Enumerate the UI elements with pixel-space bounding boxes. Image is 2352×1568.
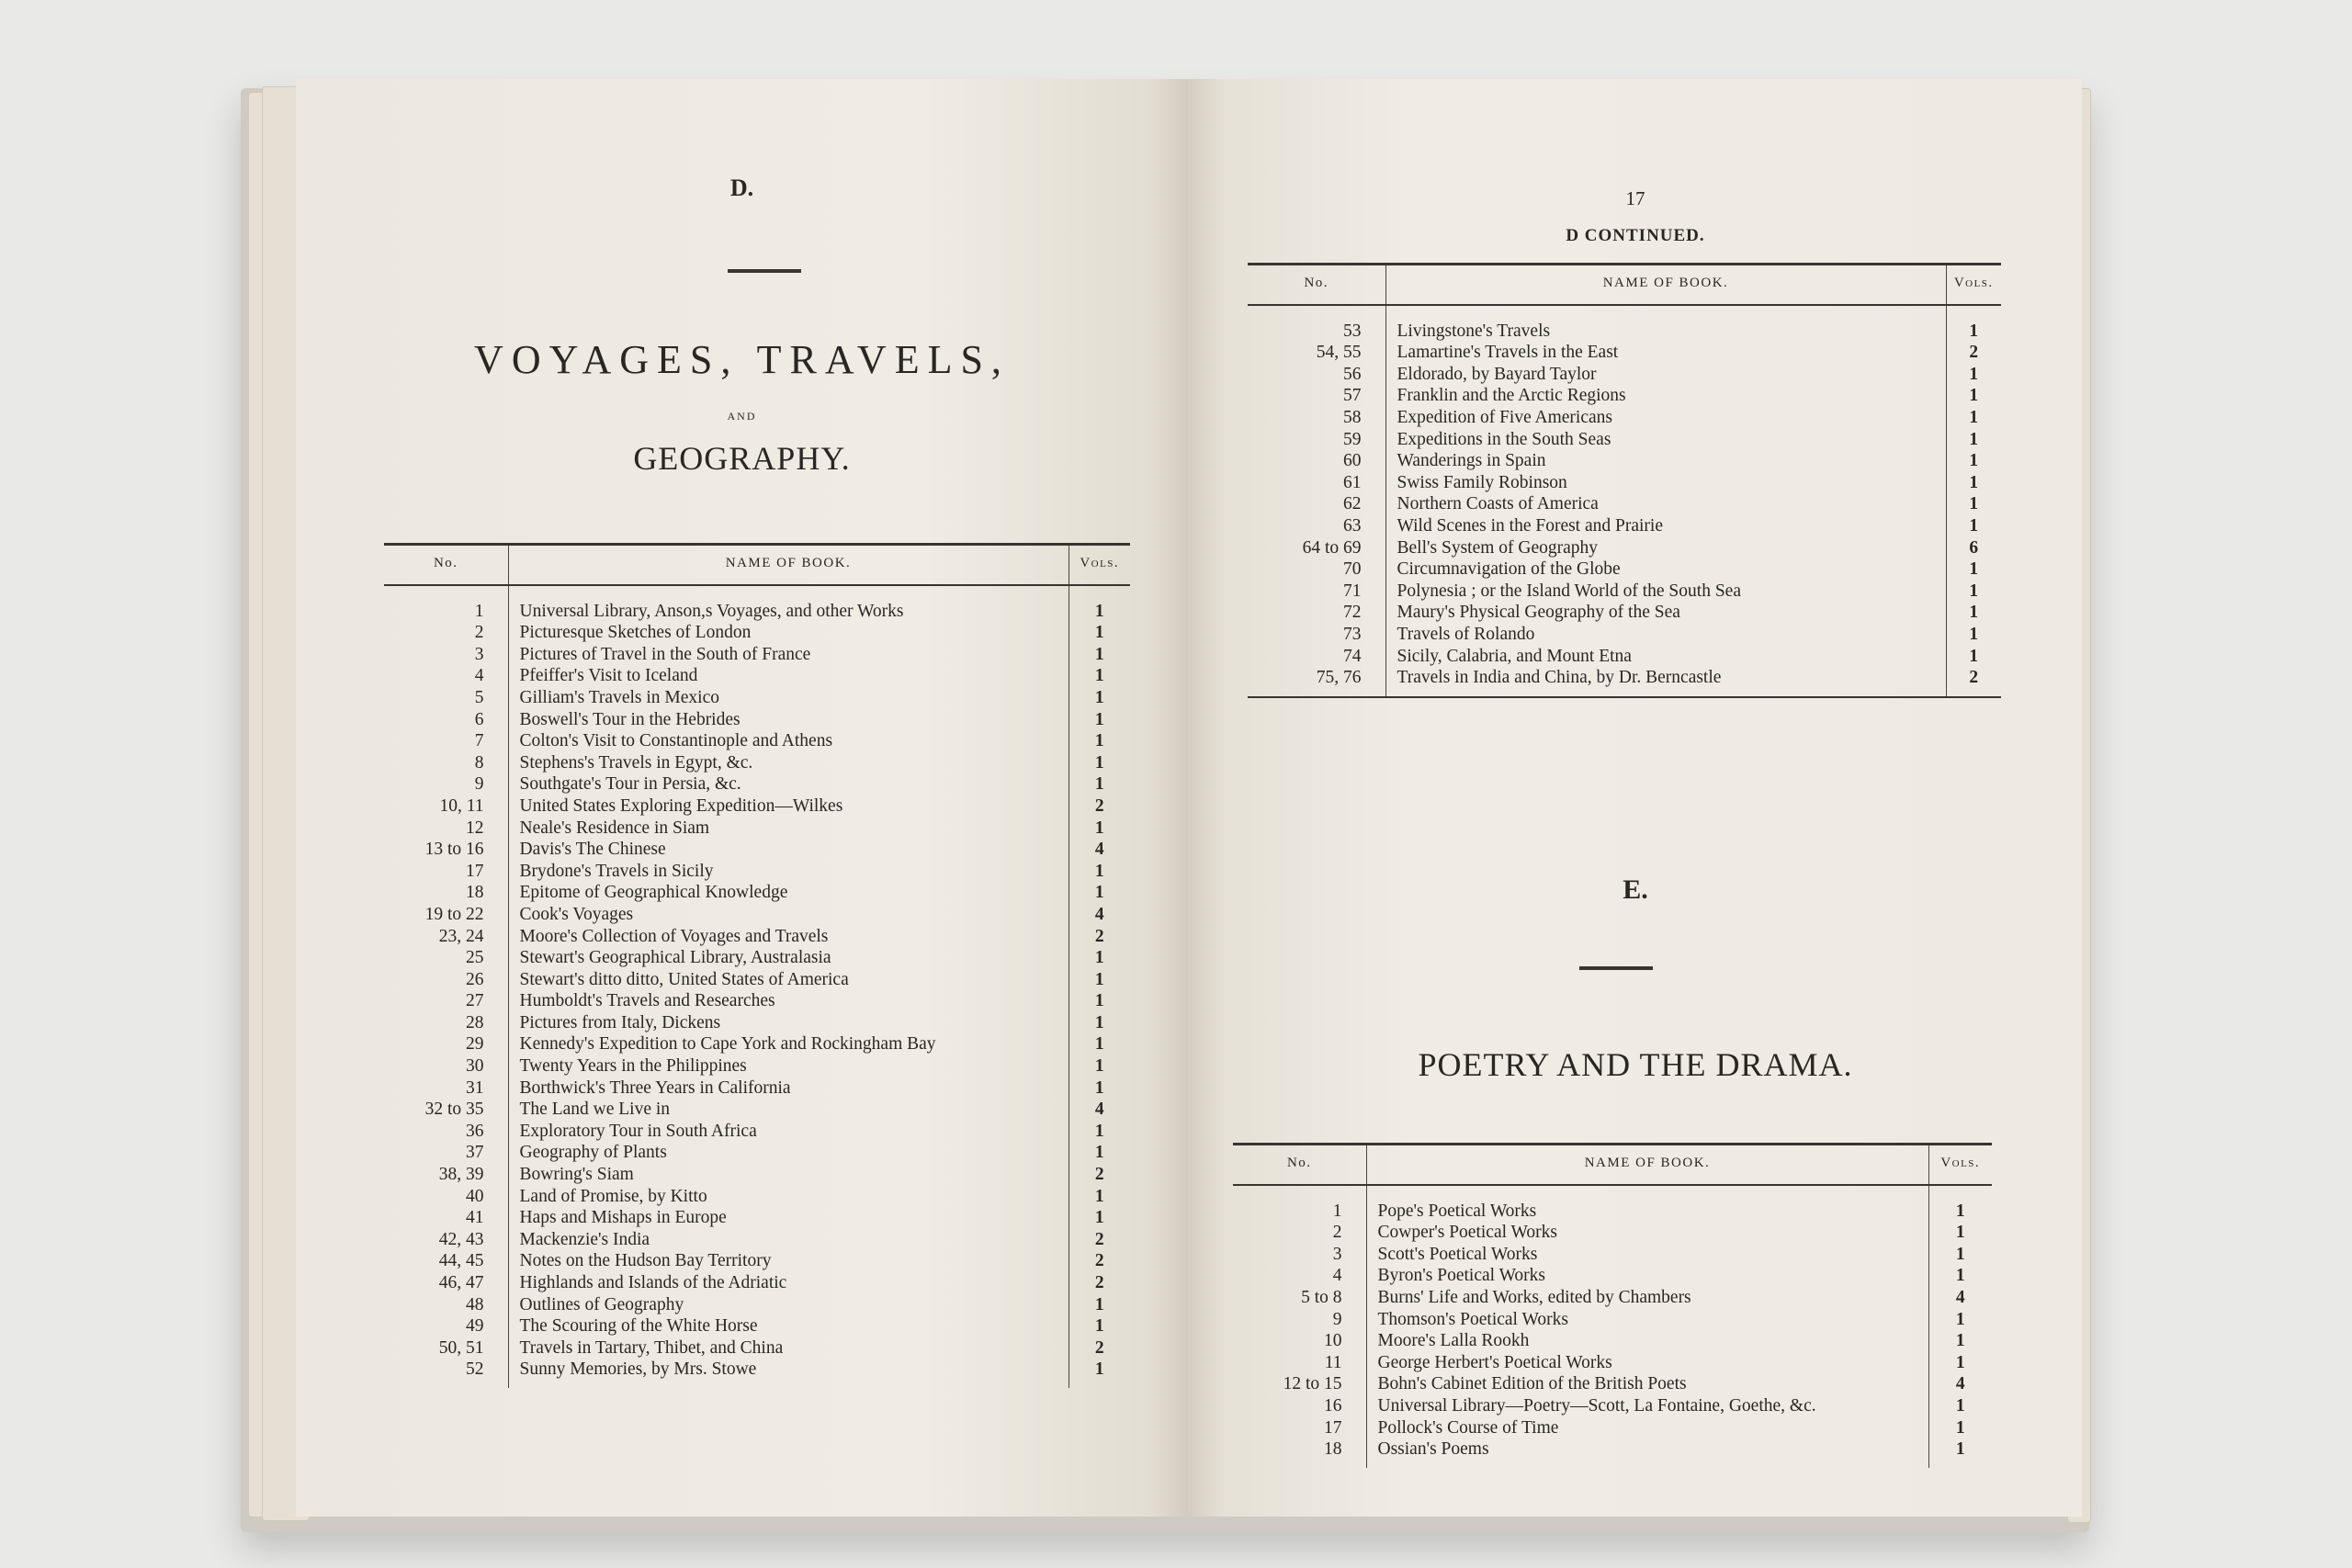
entry-number: 46, 47 bbox=[438, 1273, 484, 1292]
table-row bbox=[384, 1099, 1130, 1121]
volume-count: 4 bbox=[1955, 1374, 1965, 1394]
catalog-table-d bbox=[384, 543, 1130, 1388]
book-name: Kennedy's Expedition to Cape York and Rockingham Bay bbox=[508, 1033, 1069, 1055]
volume-count: 1 bbox=[1955, 1201, 1965, 1221]
entry-number: 38, 39 bbox=[438, 1165, 484, 1185]
table-row bbox=[384, 861, 1130, 883]
book-name: Travels of Rolando bbox=[1385, 624, 1946, 646]
divider bbox=[1579, 966, 1653, 970]
volume-count: 1 bbox=[1094, 752, 1104, 773]
entry-number: 10 bbox=[1324, 1331, 1342, 1351]
book-name: Sicily, Calabria, and Mount Etna bbox=[1385, 646, 1946, 668]
entry-number: 48 bbox=[466, 1294, 484, 1314]
table-row bbox=[1233, 1417, 1992, 1439]
section-title-and: AND bbox=[727, 410, 757, 423]
volume-count: 1 bbox=[1094, 1056, 1104, 1077]
entry-number: 60 bbox=[1343, 451, 1362, 471]
table-row bbox=[1248, 537, 2001, 559]
book-name: Mackenzie's India bbox=[508, 1229, 1069, 1251]
entry-number: 56 bbox=[1343, 364, 1362, 384]
volume-count: 1 bbox=[1955, 1331, 1965, 1351]
entry-number: 5 to 8 bbox=[1301, 1287, 1342, 1307]
entry-number: 63 bbox=[1343, 515, 1362, 536]
volume-count: 1 bbox=[1094, 818, 1104, 838]
col-header-no: No. bbox=[1248, 265, 1385, 305]
book-name: Pictures of Travel in the South of France bbox=[508, 644, 1069, 666]
table-row bbox=[384, 1229, 1130, 1251]
entry-number: 74 bbox=[1343, 646, 1362, 666]
volume-count: 1 bbox=[1955, 1309, 1965, 1329]
book-name: Twenty Years in the Philippines bbox=[508, 1055, 1069, 1077]
volume-count: 1 bbox=[1094, 601, 1104, 621]
volume-count: 2 bbox=[1094, 1273, 1104, 1292]
book-name: Gilliam's Travels in Mexico bbox=[508, 687, 1069, 709]
table-row bbox=[1248, 646, 2001, 668]
book-name: Pfeiffer's Visit to Iceland bbox=[508, 665, 1069, 687]
volume-count: 2 bbox=[1094, 1251, 1104, 1271]
book-name: Swiss Family Robinson bbox=[1385, 472, 1946, 494]
table-row bbox=[384, 773, 1130, 795]
table-row bbox=[1248, 515, 2001, 537]
table-row bbox=[1233, 1287, 1992, 1309]
entry-number: 16 bbox=[1324, 1395, 1342, 1416]
book-name: Outlines of Geography bbox=[508, 1294, 1069, 1316]
book-name: Travels in India and China, by Dr. Berncastle bbox=[1385, 667, 1946, 697]
volume-count: 1 bbox=[1094, 1121, 1104, 1141]
entry-number: 9 bbox=[1332, 1309, 1342, 1329]
entry-number: 29 bbox=[466, 1034, 484, 1055]
entry-number: 36 bbox=[466, 1121, 484, 1141]
table-row bbox=[1248, 624, 2001, 646]
entry-number: 72 bbox=[1343, 603, 1362, 623]
entry-number: 28 bbox=[466, 1012, 484, 1032]
book-name: The Land we Live in bbox=[508, 1099, 1069, 1121]
book-name: Lamartine's Travels in the East bbox=[1385, 342, 1946, 364]
entry-number: 17 bbox=[1324, 1417, 1342, 1438]
volume-count: 1 bbox=[1094, 731, 1104, 751]
book-name: Land of Promise, by Kitto bbox=[508, 1186, 1069, 1208]
book-name: Haps and Mishaps in Europe bbox=[508, 1207, 1069, 1229]
entry-number: 44, 45 bbox=[438, 1251, 484, 1271]
volume-count: 1 bbox=[1969, 429, 1979, 449]
entry-number: 3 bbox=[1332, 1244, 1342, 1264]
volume-count: 1 bbox=[1094, 1186, 1104, 1206]
book-name: Colton's Visit to Constantinople and Athens bbox=[508, 730, 1069, 752]
entry-number: 37 bbox=[466, 1143, 484, 1163]
volume-count: 1 bbox=[1969, 451, 1979, 471]
entry-number: 18 bbox=[1324, 1439, 1342, 1460]
section-title-line2: GEOGRAPHY. bbox=[633, 440, 851, 477]
volume-count: 1 bbox=[1969, 515, 1979, 536]
volume-count: 1 bbox=[1094, 861, 1104, 881]
book-name: Stewart's Geographical Library, Australasia bbox=[508, 947, 1069, 969]
table-row bbox=[384, 1186, 1130, 1208]
entry-number: 1 bbox=[1332, 1201, 1342, 1221]
table-row bbox=[1248, 385, 2001, 407]
table-row bbox=[384, 882, 1130, 904]
volume-count: 4 bbox=[1955, 1287, 1965, 1307]
book-name: Epitome of Geographical Knowledge bbox=[508, 882, 1069, 904]
table-row bbox=[384, 644, 1130, 666]
book-name: Exploratory Tour in South Africa bbox=[508, 1121, 1069, 1143]
table-row bbox=[1248, 472, 2001, 494]
table-row bbox=[384, 665, 1130, 687]
table-row bbox=[1233, 1373, 1992, 1395]
col-header-name: NAME OF BOOK. bbox=[1366, 1145, 1928, 1185]
book-name: Pictures from Italy, Dickens bbox=[508, 1012, 1069, 1034]
table-row bbox=[384, 709, 1130, 731]
volume-count: 1 bbox=[1969, 559, 1979, 580]
table-row bbox=[384, 1055, 1130, 1077]
left-page bbox=[296, 79, 1189, 1517]
catalog-table-d-continued bbox=[1248, 263, 2001, 702]
book-name: Humboldt's Travels and Researches bbox=[508, 990, 1069, 1012]
table-row bbox=[384, 1207, 1130, 1229]
volume-count: 1 bbox=[1955, 1352, 1965, 1372]
table-row bbox=[1233, 1330, 1992, 1352]
book-name: Bowring's Siam bbox=[508, 1164, 1069, 1186]
table-row bbox=[384, 1337, 1130, 1359]
entry-number: 9 bbox=[474, 774, 484, 795]
entry-number: 58 bbox=[1343, 407, 1362, 427]
volume-count: 1 bbox=[1094, 991, 1104, 1011]
volume-count: 1 bbox=[1094, 883, 1104, 903]
book-name: The Scouring of the White Horse bbox=[508, 1315, 1069, 1337]
entry-number: 53 bbox=[1343, 321, 1362, 341]
table-row bbox=[384, 1272, 1130, 1294]
table-row bbox=[384, 730, 1130, 752]
entry-number: 64 to 69 bbox=[1302, 537, 1362, 558]
book-name: Northern Coasts of America bbox=[1385, 493, 1946, 515]
table-row bbox=[1233, 1309, 1992, 1331]
table-row bbox=[384, 1033, 1130, 1055]
section-title-line1: VOYAGES, TRAVELS, bbox=[474, 337, 1010, 382]
entry-number: 32 to 35 bbox=[424, 1100, 484, 1120]
volume-count: 1 bbox=[1969, 494, 1979, 514]
book-name: Geography of Plants bbox=[508, 1142, 1069, 1164]
book-name: Borthwick's Three Years in California bbox=[508, 1077, 1069, 1100]
table-row bbox=[384, 795, 1130, 818]
volume-count: 2 bbox=[1094, 1337, 1104, 1358]
book-name: Picturesque Sketches of London bbox=[508, 622, 1069, 644]
book-name: Livingstone's Travels bbox=[1385, 305, 1946, 343]
book-name: Scott's Poetical Works bbox=[1366, 1244, 1928, 1266]
book-name: Bell's System of Geography bbox=[1385, 537, 1946, 559]
volume-count: 6 bbox=[1969, 537, 1979, 558]
entry-number: 30 bbox=[466, 1056, 484, 1077]
entry-number: 25 bbox=[466, 948, 484, 968]
volume-count: 1 bbox=[1094, 948, 1104, 968]
entry-number: 31 bbox=[466, 1077, 484, 1098]
table-row bbox=[384, 752, 1130, 774]
volume-count: 1 bbox=[1955, 1223, 1965, 1243]
entry-number: 3 bbox=[474, 644, 484, 664]
section-title-e: POETRY AND THE DRAMA. bbox=[1418, 1046, 1853, 1083]
table-row bbox=[1248, 602, 2001, 624]
book-name: Stewart's ditto ditto, United States of America bbox=[508, 969, 1069, 991]
table-row bbox=[384, 926, 1130, 948]
volume-count: 2 bbox=[1094, 1165, 1104, 1185]
volume-count: 1 bbox=[1955, 1417, 1965, 1438]
book-name: Universal Library, Anson,s Voyages, and other Works bbox=[508, 585, 1069, 623]
col-header-vols: Vols. bbox=[1946, 265, 2001, 305]
table-row bbox=[384, 1164, 1130, 1186]
book-name: United States Exploring Expedition—Wilkes bbox=[508, 795, 1069, 818]
entry-number: 57 bbox=[1343, 386, 1362, 406]
table-row bbox=[1233, 1222, 1992, 1244]
book-name: Pollock's Course of Time bbox=[1366, 1417, 1928, 1439]
volume-count: 1 bbox=[1094, 666, 1104, 686]
book-name: George Herbert's Poetical Works bbox=[1366, 1352, 1928, 1374]
entry-number: 4 bbox=[474, 666, 484, 686]
col-header-name: NAME OF BOOK. bbox=[508, 545, 1069, 585]
right-page bbox=[1189, 79, 2082, 1517]
book-name: Eldorado, by Bayard Taylor bbox=[1385, 364, 1946, 386]
col-header-no: No. bbox=[384, 545, 508, 585]
book-name: Sunny Memories, by Mrs. Stowe bbox=[508, 1359, 1069, 1388]
book-name: Pope's Poetical Works bbox=[1366, 1185, 1928, 1223]
volume-count: 1 bbox=[1955, 1395, 1965, 1416]
book-name: Wild Scenes in the Forest and Prairie bbox=[1385, 515, 1946, 537]
volume-count: 1 bbox=[1094, 774, 1104, 795]
volume-count: 2 bbox=[1969, 668, 1979, 688]
volume-count: 2 bbox=[1094, 1229, 1104, 1249]
col-header-vols: Vols. bbox=[1069, 545, 1130, 585]
entry-number: 27 bbox=[466, 991, 484, 1011]
col-header-vols: Vols. bbox=[1928, 1145, 1992, 1185]
volume-count: 2 bbox=[1094, 926, 1104, 946]
volume-count: 1 bbox=[1969, 581, 1979, 601]
entry-number: 52 bbox=[466, 1359, 484, 1380]
book-name: Circumnavigation of the Globe bbox=[1385, 558, 1946, 581]
volume-count: 1 bbox=[1094, 1077, 1104, 1098]
table-row bbox=[384, 622, 1130, 644]
entry-number: 19 to 22 bbox=[424, 904, 484, 924]
volume-count: 1 bbox=[1969, 646, 1979, 666]
entry-number: 7 bbox=[474, 731, 484, 751]
entry-number: 70 bbox=[1343, 559, 1362, 580]
book-name: Highlands and Islands of the Adriatic bbox=[508, 1272, 1069, 1294]
volume-count: 1 bbox=[1094, 1012, 1104, 1032]
table-row bbox=[1248, 407, 2001, 429]
table-row bbox=[384, 947, 1130, 969]
book-name: Stephens's Travels in Egypt, &c. bbox=[508, 752, 1069, 774]
table-row bbox=[384, 1250, 1130, 1272]
entry-number: 26 bbox=[466, 969, 484, 989]
volume-count: 2 bbox=[1969, 343, 1979, 363]
table-row bbox=[384, 1315, 1130, 1337]
entry-number: 41 bbox=[466, 1208, 484, 1228]
entry-number: 50, 51 bbox=[438, 1337, 484, 1358]
volume-count: 1 bbox=[1955, 1244, 1965, 1264]
table-row bbox=[384, 990, 1130, 1012]
entry-number: 6 bbox=[474, 709, 484, 729]
book-name: Cook's Voyages bbox=[508, 904, 1069, 926]
volume-count: 1 bbox=[1094, 623, 1104, 643]
entry-number: 12 to 15 bbox=[1283, 1374, 1342, 1394]
book-name: Moore's Collection of Voyages and Travels bbox=[508, 926, 1069, 948]
entry-number: 5 bbox=[474, 687, 484, 707]
divider bbox=[728, 269, 801, 273]
table-row bbox=[384, 904, 1130, 926]
table-row bbox=[1233, 1265, 1992, 1287]
book-name: Maury's Physical Geography of the Sea bbox=[1385, 602, 1946, 624]
volume-count: 1 bbox=[1094, 1143, 1104, 1163]
volume-count: 1 bbox=[1094, 709, 1104, 729]
entry-number: 54, 55 bbox=[1316, 343, 1362, 363]
volume-count: 1 bbox=[1955, 1439, 1965, 1460]
book-name: Universal Library—Poetry—Scott, La Fontaine, Goethe, &c. bbox=[1366, 1395, 1928, 1417]
table-row bbox=[384, 1359, 1130, 1388]
table-row bbox=[1248, 558, 2001, 581]
entry-number: 17 bbox=[466, 861, 484, 881]
book-name: Polynesia ; or the Island World of the South Sea bbox=[1385, 581, 1946, 603]
entry-number: 42, 43 bbox=[438, 1229, 484, 1249]
table-row bbox=[384, 839, 1130, 861]
entry-number: 71 bbox=[1343, 581, 1362, 601]
table-row bbox=[384, 1142, 1130, 1164]
table-row bbox=[1233, 1244, 1992, 1266]
volume-count: 2 bbox=[1094, 795, 1104, 816]
volume-count: 1 bbox=[1094, 1034, 1104, 1055]
table-row bbox=[384, 1077, 1130, 1100]
volume-count: 1 bbox=[1969, 624, 1979, 644]
table-row bbox=[1248, 493, 2001, 515]
col-header-no: No. bbox=[1233, 1145, 1366, 1185]
volume-count: 4 bbox=[1094, 840, 1104, 860]
table-row bbox=[384, 969, 1130, 991]
volume-count: 1 bbox=[1094, 1316, 1104, 1337]
volume-count: 1 bbox=[1094, 1359, 1104, 1380]
entry-number: 13 to 16 bbox=[424, 840, 484, 860]
entry-number: 2 bbox=[474, 623, 484, 643]
entry-number: 1 bbox=[474, 601, 484, 621]
volume-count: 1 bbox=[1955, 1266, 1965, 1286]
entry-number: 59 bbox=[1343, 429, 1362, 449]
table-row bbox=[1248, 429, 2001, 451]
section-letter: D. bbox=[729, 175, 754, 201]
entry-number: 18 bbox=[466, 883, 484, 903]
table-row bbox=[1248, 305, 2001, 343]
book-name: Brydone's Travels in Sicily bbox=[508, 861, 1069, 883]
entry-number: 61 bbox=[1343, 472, 1362, 492]
book-name: Thomson's Poetical Works bbox=[1366, 1309, 1928, 1331]
table-row bbox=[1233, 1438, 1992, 1468]
table-row bbox=[1248, 342, 2001, 364]
table-row bbox=[384, 818, 1130, 840]
volume-count: 1 bbox=[1094, 644, 1104, 664]
entry-number: 75, 76 bbox=[1316, 668, 1362, 688]
entry-number: 49 bbox=[466, 1316, 484, 1337]
volume-count: 1 bbox=[1969, 321, 1979, 341]
table-row bbox=[384, 1294, 1130, 1316]
col-header-name: NAME OF BOOK. bbox=[1385, 265, 1946, 305]
volume-count: 1 bbox=[1969, 364, 1979, 384]
entry-number: 8 bbox=[474, 752, 484, 773]
book-name: Neale's Residence in Siam bbox=[508, 818, 1069, 840]
table-row bbox=[384, 1121, 1130, 1143]
page-number: 17 bbox=[1625, 187, 1645, 209]
continued-heading: D CONTINUED. bbox=[1566, 226, 1705, 245]
book-name: Ossian's Poems bbox=[1366, 1438, 1928, 1468]
book-name: Southgate's Tour in Persia, &c. bbox=[508, 773, 1069, 795]
volume-count: 1 bbox=[1969, 386, 1979, 406]
book-name: Expeditions in the South Seas bbox=[1385, 429, 1946, 451]
entry-number: 73 bbox=[1343, 624, 1362, 644]
book-name: Burns' Life and Works, edited by Chambers bbox=[1366, 1287, 1928, 1309]
table-row bbox=[384, 1012, 1130, 1034]
table-row bbox=[384, 585, 1130, 623]
table-row bbox=[1233, 1185, 1992, 1223]
book-name: Franklin and the Arctic Regions bbox=[1385, 385, 1946, 407]
volume-count: 1 bbox=[1969, 472, 1979, 492]
entry-number: 62 bbox=[1343, 494, 1362, 514]
book-name: Notes on the Hudson Bay Territory bbox=[508, 1250, 1069, 1272]
entry-number: 11 bbox=[1324, 1352, 1342, 1372]
volume-count: 4 bbox=[1094, 1100, 1104, 1120]
volume-count: 1 bbox=[1969, 407, 1979, 427]
entry-number: 4 bbox=[1332, 1266, 1342, 1286]
table-row bbox=[1248, 364, 2001, 386]
book-name: Moore's Lalla Rookh bbox=[1366, 1330, 1928, 1352]
book-name: Bohn's Cabinet Edition of the British Poets bbox=[1366, 1373, 1928, 1395]
entry-number: 12 bbox=[466, 818, 484, 838]
entry-number: 2 bbox=[1332, 1223, 1342, 1243]
volume-count: 4 bbox=[1094, 904, 1104, 924]
book-name: Boswell's Tour in the Hebrides bbox=[508, 709, 1069, 731]
table-bottom-rule bbox=[1248, 697, 2001, 702]
book-name: Davis's The Chinese bbox=[508, 839, 1069, 861]
table-row bbox=[1233, 1395, 1992, 1417]
book-name: Expedition of Five Americans bbox=[1385, 407, 1946, 429]
volume-count: 1 bbox=[1094, 1294, 1104, 1314]
book-name: Byron's Poetical Works bbox=[1366, 1265, 1928, 1287]
volume-count: 1 bbox=[1094, 969, 1104, 989]
entry-number: 23, 24 bbox=[438, 926, 484, 946]
table-row bbox=[1233, 1352, 1992, 1374]
catalog-table-e bbox=[1233, 1143, 1992, 1468]
volume-count: 1 bbox=[1969, 603, 1979, 623]
book-name: Travels in Tartary, Thibet, and China bbox=[508, 1337, 1069, 1359]
book-name: Cowper's Poetical Works bbox=[1366, 1222, 1928, 1244]
table-row bbox=[1248, 581, 2001, 603]
table-row bbox=[1248, 450, 2001, 472]
section-letter-e: E. bbox=[1623, 874, 1648, 905]
book-name: Wanderings in Spain bbox=[1385, 450, 1946, 472]
volume-count: 1 bbox=[1094, 687, 1104, 707]
entry-number: 40 bbox=[466, 1186, 484, 1206]
table-row bbox=[1248, 667, 2001, 697]
entry-number: 10, 11 bbox=[439, 795, 484, 816]
table-row bbox=[384, 687, 1130, 709]
volume-count: 1 bbox=[1094, 1208, 1104, 1228]
